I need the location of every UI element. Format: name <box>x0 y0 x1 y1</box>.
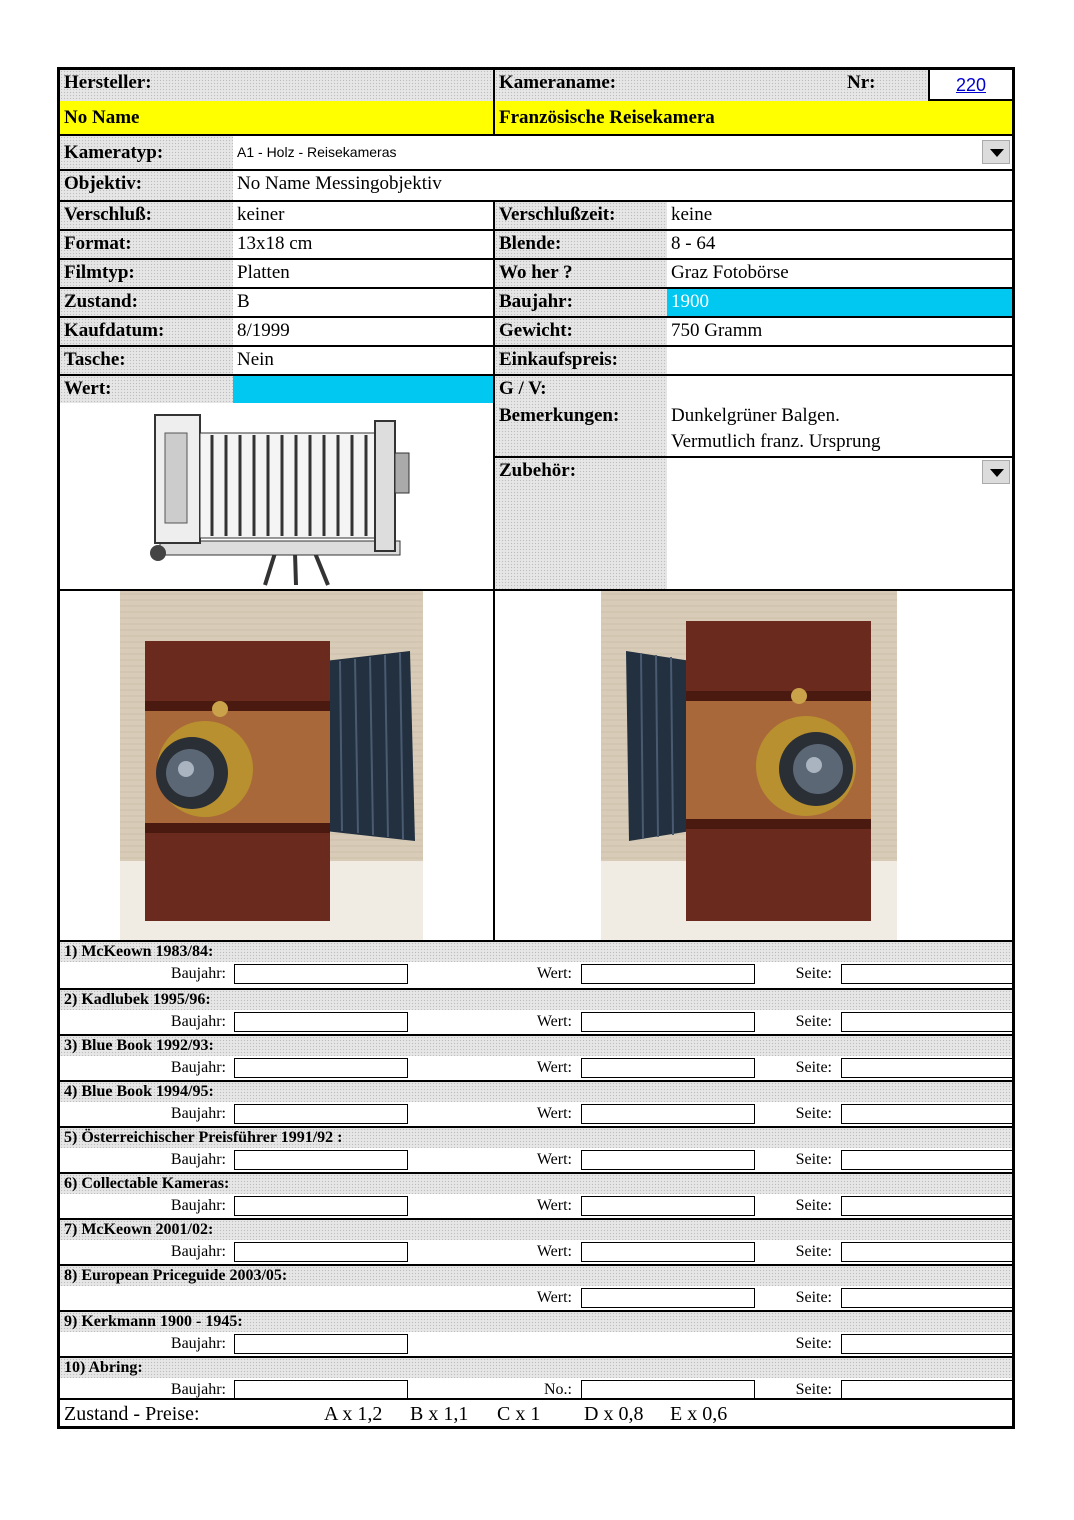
kaufdatum-row <box>60 316 1012 347</box>
reference-title: 9) Kerkmann 1900 - 1945: <box>60 1312 1012 1332</box>
reference-seite-field[interactable] <box>841 1058 1013 1078</box>
reference-baujahr-label: Baujahr: <box>170 1381 226 1398</box>
zustand-row <box>60 287 1012 318</box>
wert-row <box>60 374 1012 405</box>
dropdown-arrow-icon[interactable] <box>982 460 1010 484</box>
camera-drawing <box>60 403 495 589</box>
reference-seite-label: Seite: <box>795 965 832 982</box>
reference-entry <box>60 1356 1012 1402</box>
kaufdatum-label: Kaufdatum: <box>60 318 233 347</box>
reference-seite-label: Seite: <box>795 1013 832 1030</box>
footer-a: A x 1,2 <box>324 1403 383 1425</box>
filmtyp-row <box>60 258 1012 289</box>
footer-e: E x 0,6 <box>670 1403 728 1425</box>
camera-record-sheet <box>57 67 1015 1429</box>
reference-wert-field[interactable] <box>581 1104 755 1124</box>
footer-d: D x 0,8 <box>584 1403 644 1425</box>
reference-seite-field[interactable] <box>841 1288 1013 1308</box>
footer-label: Zustand - Preise: <box>64 1403 200 1425</box>
reference-baujahr-field[interactable] <box>234 1058 408 1078</box>
reference-baujahr-label: Baujahr: <box>170 965 226 982</box>
objektiv-row <box>60 169 1012 202</box>
photo-cell-right <box>495 591 1012 942</box>
zustand-value: B <box>233 289 495 318</box>
reference-seite-field[interactable] <box>841 1242 1013 1262</box>
reference-wert-label: Wert: <box>536 1289 572 1306</box>
reference-baujahr-label: Baujahr: <box>170 1059 226 1076</box>
reference-title: 3) Blue Book 1992/93: <box>60 1036 1012 1056</box>
kameraname-label-text: Kameraname: <box>499 72 617 93</box>
reference-title: 10) Abring: <box>60 1358 1012 1378</box>
camera-photo-front <box>120 591 423 940</box>
format-label: Format: <box>60 231 233 260</box>
hersteller-label: Hersteller: <box>60 70 495 101</box>
tasche-value: Nein <box>233 347 495 376</box>
verschlusszeit-value: keine <box>671 204 713 225</box>
kameraname-label <box>495 70 928 101</box>
gv-label: G / V: <box>495 376 667 405</box>
reference-wert-label: No.: <box>544 1381 572 1398</box>
reference-wert-field[interactable] <box>581 1288 755 1308</box>
verschluss-value: keiner <box>233 202 495 231</box>
baujahr-value: 1900 <box>667 289 1012 318</box>
header-row <box>60 70 1012 101</box>
camera-photo-side <box>601 591 897 940</box>
reference-wert-field[interactable] <box>581 1380 755 1400</box>
reference-seite-field[interactable] <box>841 1380 1013 1400</box>
references-block <box>60 940 1012 1402</box>
reference-wert-label: Wert: <box>536 1243 572 1260</box>
kaufdatum-value: 8/1999 <box>233 318 495 347</box>
kameratyp-row <box>60 134 1012 171</box>
reference-entry <box>60 988 1012 1034</box>
reference-seite-label: Seite: <box>795 1243 832 1260</box>
reference-wert-field[interactable] <box>581 1012 755 1032</box>
verschluss-label: Verschluß: <box>60 202 233 231</box>
reference-wert-label: Wert: <box>536 1059 572 1076</box>
reference-wert-field[interactable] <box>581 964 755 984</box>
reference-entry <box>60 942 1012 988</box>
bemerkungen-label: Bemerkungen: <box>495 403 667 456</box>
footer-row <box>60 1398 1012 1428</box>
wert-value <box>233 376 495 405</box>
reference-seite-label: Seite: <box>795 1059 832 1076</box>
filmtyp-value: Platten <box>233 260 495 289</box>
woher-label: Wo her ? <box>495 260 667 289</box>
reference-baujahr-label: Baujahr: <box>170 1013 226 1030</box>
blende-value: 8 - 64 <box>671 233 716 254</box>
reference-entry <box>60 1172 1012 1218</box>
filmtyp-label: Filmtyp: <box>60 260 233 289</box>
reference-baujahr-field[interactable] <box>234 964 408 984</box>
reference-baujahr-label: Baujahr: <box>170 1243 226 1260</box>
reference-wert-label: Wert: <box>536 1105 572 1122</box>
photos-block <box>60 589 1012 942</box>
reference-title: 7) McKeown 2001/02: <box>60 1220 1012 1240</box>
tasche-label: Tasche: <box>60 347 233 376</box>
reference-entry <box>60 1126 1012 1172</box>
reference-seite-label: Seite: <box>795 1289 832 1306</box>
reference-baujahr-field[interactable] <box>234 1334 408 1354</box>
gewicht-label: Gewicht: <box>495 318 667 347</box>
reference-entry <box>60 1218 1012 1264</box>
reference-seite-field[interactable] <box>841 1196 1013 1216</box>
name-row <box>60 101 1012 134</box>
reference-title: 5) Österreichischer Preisführer 1991/92 : <box>60 1128 1012 1148</box>
reference-title: 1) McKeown 1983/84: <box>60 942 1012 962</box>
reference-baujahr-field[interactable] <box>234 1012 408 1032</box>
reference-baujahr-field[interactable] <box>234 1380 408 1400</box>
bemerkungen-value <box>667 403 1012 456</box>
gv-value <box>667 376 1012 405</box>
kameratyp-select[interactable] <box>233 136 1012 171</box>
footer-c: C x 1 <box>497 1403 541 1425</box>
kameratyp-value: A1 - Holz - Reisekameras <box>237 144 397 160</box>
nr-label: Nr: <box>847 72 876 93</box>
reference-seite-label: Seite: <box>795 1335 832 1352</box>
reference-seite-label: Seite: <box>795 1381 832 1398</box>
reference-title: 6) Collectable Kameras: <box>60 1174 1012 1194</box>
reference-seite-field[interactable] <box>841 1012 1013 1032</box>
reference-baujahr-label: Baujahr: <box>170 1151 226 1168</box>
tasche-row <box>60 345 1012 376</box>
einkaufspreis-label: Einkaufspreis: <box>495 347 667 376</box>
reference-wert-label: Wert: <box>536 1151 572 1168</box>
reference-entry <box>60 1034 1012 1080</box>
verschlusszeit-label: Verschlußzeit: <box>495 202 667 231</box>
reference-entry <box>60 1080 1012 1126</box>
einkaufspreis-value <box>667 347 1012 376</box>
format-row <box>60 229 1012 260</box>
reference-baujahr-field[interactable] <box>234 1104 408 1124</box>
reference-seite-field[interactable] <box>841 1334 1013 1354</box>
kameratyp-label: Kameratyp: <box>60 136 233 171</box>
reference-wert-label: Wert: <box>536 1197 572 1214</box>
wert-label: Wert: <box>60 376 233 405</box>
reference-baujahr-label: Baujahr: <box>170 1335 226 1352</box>
baujahr-label: Baujahr: <box>495 289 667 318</box>
dropdown-arrow-icon[interactable] <box>982 140 1010 164</box>
reference-title: 8) European Priceguide 2003/05: <box>60 1266 1012 1286</box>
reference-entry <box>60 1264 1012 1310</box>
kameraname-value: Französische Reisekamera <box>495 101 1012 134</box>
reference-seite-label: Seite: <box>795 1151 832 1168</box>
objektiv-value: No Name Messingobjektiv <box>237 173 442 194</box>
bemerkungen-line-2: Vermutlich franz. Ursprung <box>671 431 881 452</box>
woher-value: Graz Fotobörse <box>671 262 789 283</box>
reference-wert-label: Wert: <box>536 1013 572 1030</box>
format-value: 13x18 cm <box>233 231 495 260</box>
reference-baujahr-field[interactable] <box>234 1150 408 1170</box>
zubehoer-select[interactable] <box>667 456 1012 589</box>
verschluss-row <box>60 200 1012 231</box>
photo-cell-left <box>60 591 495 942</box>
reference-wert-label: Wert: <box>536 965 572 982</box>
drawing-block <box>60 403 1012 589</box>
reference-seite-field[interactable] <box>841 1104 1013 1124</box>
zubehoer-label: Zubehör: <box>495 456 667 589</box>
nr-value-link[interactable]: 220 <box>928 70 1012 101</box>
reference-wert-field[interactable] <box>581 1242 755 1262</box>
zustand-label: Zustand: <box>60 289 233 318</box>
reference-baujahr-label: Baujahr: <box>170 1197 226 1214</box>
reference-baujahr-label: Baujahr: <box>170 1105 226 1122</box>
blende-label: Blende: <box>495 231 667 260</box>
reference-title: 2) Kadlubek 1995/96: <box>60 990 1012 1010</box>
reference-baujahr-field[interactable] <box>234 1242 408 1262</box>
gewicht-value: 750 Gramm <box>671 320 763 341</box>
reference-wert-field[interactable] <box>581 1196 755 1216</box>
footer-b: B x 1,1 <box>410 1403 469 1425</box>
hersteller-value: No Name <box>60 101 495 134</box>
reference-title: 4) Blue Book 1994/95: <box>60 1082 1012 1102</box>
reference-seite-field[interactable] <box>841 964 1013 984</box>
reference-entry <box>60 1310 1012 1356</box>
bemerkungen-line-1: Dunkelgrüner Balgen. <box>671 405 840 426</box>
reference-wert-field[interactable] <box>581 1150 755 1170</box>
reference-seite-label: Seite: <box>795 1105 832 1122</box>
reference-baujahr-field[interactable] <box>234 1196 408 1216</box>
reference-seite-label: Seite: <box>795 1197 832 1214</box>
objektiv-label: Objektiv: <box>60 171 233 202</box>
reference-seite-field[interactable] <box>841 1150 1013 1170</box>
reference-wert-field[interactable] <box>581 1058 755 1078</box>
